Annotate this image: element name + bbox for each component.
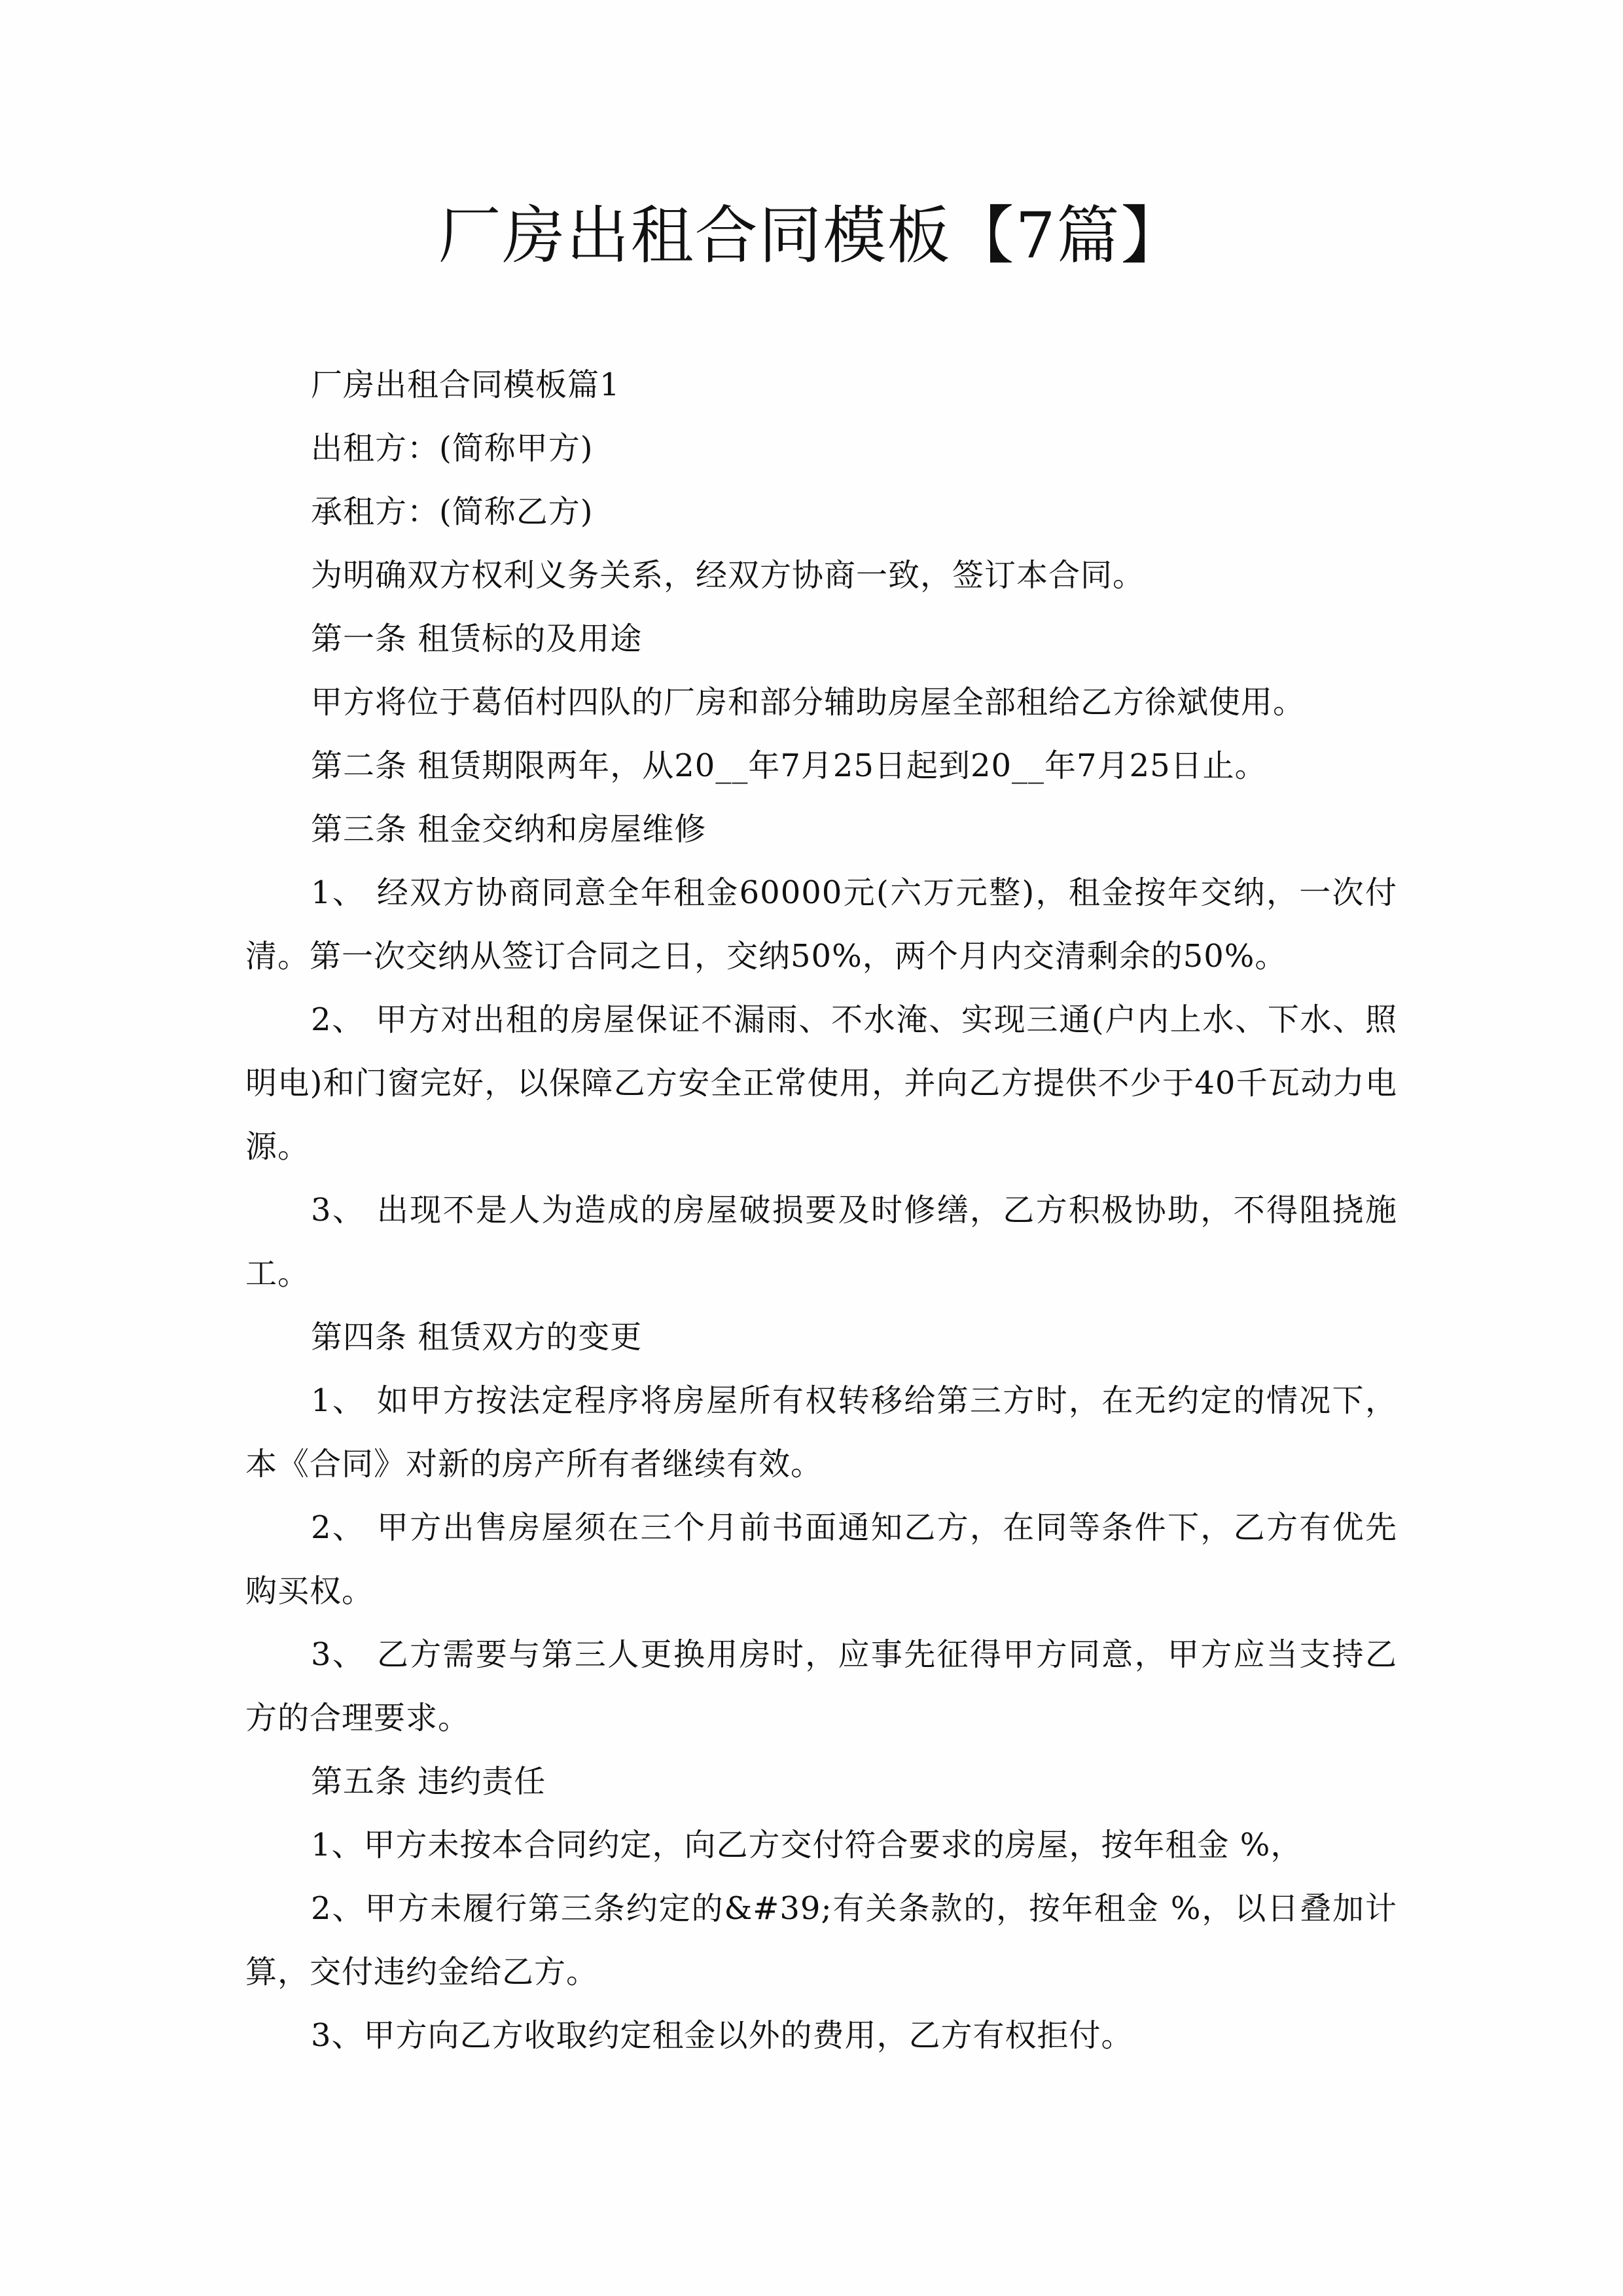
article-3-clause-1: 1、 经双方协商同意全年租金60000元(六万元整)，租金按年交纳，一次付清。第一次交纳从签订合同之日，交纳50%，两个月内交清剩余的50%。 [245, 874, 1397, 975]
document-title: 厂房出租合同模板【7篇】 [438, 199, 1185, 272]
section-heading-part1: 厂房出租合同模板篇1 [311, 367, 620, 403]
article-4-clause-2: 2、 甲方出售房屋须在三个月前书面通知乙方，在同等条件下，乙方有优先购买权。 [245, 1509, 1397, 1609]
article-1-heading: 第一条 租赁标的及用途 [311, 620, 643, 657]
article-1-body: 甲方将位于葛佰村四队的厂房和部分辅助房屋全部租给乙方徐斌使用。 [311, 684, 1306, 721]
preamble: 为明确双方权利义务关系，经双方协商一致，签订本合同。 [311, 557, 1145, 594]
lessor-line: 出租方：(简称甲方) [311, 430, 594, 467]
article-4-heading: 第四条 租赁双方的变更 [311, 1319, 643, 1355]
article-3-heading: 第三条 租金交纳和房屋维修 [311, 811, 707, 848]
article-5-clause-3: 3、甲方向乙方收取约定租金以外的费用，乙方有权拒付。 [311, 2017, 1133, 2054]
article-2: 第二条 租赁期限两年，从20__年7月25日起到20__年7月25日止。 [311, 747, 1267, 784]
article-3-clause-2: 2、 甲方对出租的房屋保证不漏雨、不水淹、实现三通(户内上水、下水、照明电)和门窗完好，以保障乙方安全正常使用，并向乙方提供不少于40千瓦动力电源。 [245, 1001, 1397, 1165]
article-4-clause-3: 3、 乙方需要与第三人更换用房时，应事先征得甲方同意，甲方应当支持乙方的合理要求。 [245, 1636, 1397, 1736]
article-5-clause-1: 1、甲方未按本合同约定，向乙方交付符合要求的房屋，按年租金 %， [311, 1827, 1303, 1863]
document-body [245, 353, 1397, 2068]
article-5-clause-2: 2、甲方未履行第三条约定的&#39;有关条款的，按年租金 %，以日叠加计算，交付违约金给乙方。 [245, 1890, 1397, 1990]
lessee-line: 承租方：(简称乙方) [311, 493, 594, 530]
article-5-heading: 第五条 违约责任 [311, 1763, 546, 1800]
article-4-clause-1: 1、 如甲方按法定程序将房屋所有权转移给第三方时，在无约定的情况下，本《合同》对新的房产所有者继续有效。 [245, 1382, 1397, 1482]
article-3-clause-3: 3、 出现不是人为造成的房屋破损要及时修缮，乙方积极协助，不得阻挠施工。 [245, 1192, 1397, 1292]
